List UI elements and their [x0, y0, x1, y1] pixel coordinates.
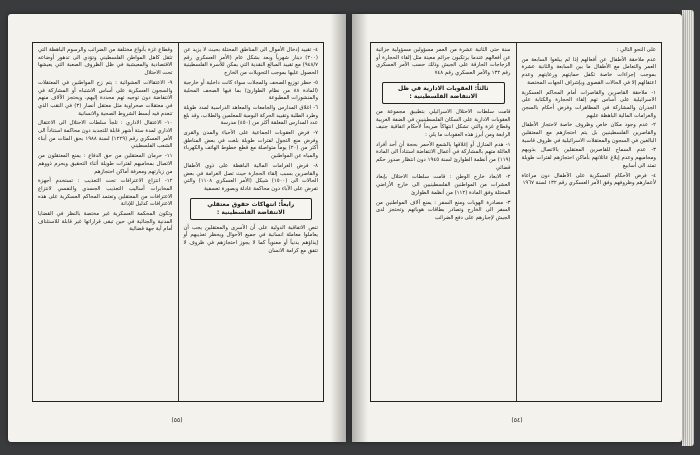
left-page-frame	[32, 42, 324, 402]
paragraph: ٣- مصادرة الهويات ومنع السفر : يمنع آلاف المواطنين من السفر الى الخارج وتصادر بطاقات هوياتهم وتحتجز لدى الجيش لإجبارهم على دفع الضرائب	[376, 199, 511, 221]
paragraph: ٣- عدم السماح للقاصرين المعتقلين بالاتصال بذويهم ومحاميهم وعدم إبلاغ عائلاتهم بأماكن احتجازهم لفترات طويلة تمتد الى أسابيع	[521, 147, 656, 169]
paragraph: سنة حتى الثانية عشرة من العمر مسؤولين مسؤولية جزائية عن أفعالهم عندما يرتكبون جرائم معينة مثل إلقاء الحجارة أو الزجاجات الحارقة على الجيش وذلك حسب الأمر العسكري رقم ١٣٢ والأمر العسكري رقم ٧٤٨	[376, 47, 511, 77]
paragraph: ٤- فرض الأحكام العسكرية على الأطفال دون مراعاة لأعمارهم وظروفهم وفق الأمر العسكري رقم ١٣٢ لسنة ١٩٦٧	[521, 172, 656, 187]
section-heading-box: رابعاً: انتهاكات حقوق معتقلي الانتفاضة الفلسطينية :	[190, 198, 313, 220]
paragraph: ١٢- انتزاع الاعترافات تحت التعذيب : تستخدم أجهزة المخابرات أساليب التعذيب الجسدي والنفسي لانتزاع الاعترافات من المعتقلين وتعتمد المحاكم العسكرية على هذه الاعترافات كدليل للإدانة	[38, 178, 173, 208]
paragraph: ٧- فرض العقوبات الجماعية على الأحياء والمدن والقرى وفرض منع التجول لفترات طويلة بلغت في بعض المناطق أكثر من (٢٠) يوماً متواصلة مع قطع خطوط الهاتف والكهرباء والمياه عن المواطنين	[183, 130, 319, 160]
page-number: (٥٥)	[171, 417, 183, 424]
paragraph: ٩- الاعتقالات العشوائية : يتم زج المواطنين في المعتقلات والسجون العسكرية على أساس الاشتباه أو المشاركة في الانتفاضة دون توجيه تهم محددة إليهم، ويحتجز الآلاف منهم في معتقلات صحراوية مثل معتقل أنصار (٣) في النقب الذي تنعدم فيه أبسط الشروط الصحية والانسانية	[38, 79, 173, 117]
left-page	[8, 14, 346, 442]
paragraph: ٨- فرض الغرامات المالية الباهظة على ذوي الأطفال والقاصرين بسبب إلقاء الحجارة حيث تصل الغرامة في بعض الحالات الى (١٥٠٠) شيكل (الأمر العسكري ١١٠٨) والتي تفرض على الآباء دون محاكمة عادلة وبصورة تعسفية	[183, 162, 318, 192]
paragraph: ٢- عدم وجود مكان خاص وظروف خاصة لاحتجاز الأطفال والقاصرين الفلسطينيين بل يتم احتجازهم مع المعتقلين البالغين في السجون والمعتقلات الاسرائيلية في ظروف قاسية	[521, 122, 656, 144]
right-page-frame	[370, 42, 662, 402]
section-heading-box: ثالثاً: العقوبات الادارية في ظل الانتفاضة الفلسطينية :	[382, 82, 505, 104]
right-page	[352, 14, 682, 442]
paragraph: تنص الاتفاقية الدولية على أن الأسرى والمعتقلين يجب أن يعاملوا معاملة انسانية في جميع الأحوال ويحظر تعذيبهم أو إيذاؤهم بدنياً أو معنوياً كما لا يجوز احتجازهم في ظروف لا تتفق مع كرامة الانسان	[183, 224, 318, 254]
paragraph: ١١- حرمان المعتقلين من حق الدفاع : يمنع المعتقلون من الاتصال بمحاميهم لفترات طويلة أثناء التحقيق ويحرم ذووهم من زيارتهم ومعرفة أماكن احتجازهم	[38, 153, 173, 175]
paragraph: ١٠- الاعتقال الاداري : تلجأ سلطات الاحتلال الى الاعتقال الاداري لمدة ستة أشهر قابلة للتجديد دون محاكمة استناداً الى الأمر العسكري رقم (١٢٢٩) لسنة ١٩٨٨ بحق المئات من أبناء الشعب الفلسطيني	[38, 120, 173, 150]
right-page-right-column	[517, 43, 662, 401]
paragraph: على النحو التالي :	[616, 47, 656, 53]
right-page-left-column	[371, 43, 517, 401]
paragraph: ١- هدم المنازل أو إغلاقها بالشمع الأحمر بحجة أن أحد أفراد العائلة متهم بالمشاركة في أعمال الانتفاضة استناداً الى المادة (١١٩) من أنظمة الطوارئ لسنة ١٩٤٥ دون انتظار صدور حكم قضائي	[376, 141, 511, 171]
paragraph: ٢- الابعاد خارج الوطن : قامت سلطات الاحتلال بإبعاد العشرات من المواطنين الفلسطينيين الى خارج الأراضي المحتلة وفق المادة (١١٢) من أنظمة الطوارئ	[376, 174, 511, 196]
paragraph: وتكون المحكمة العسكرية غير مختصة بالنظر في القضايا المدنية والجنائية في حين تبقى قراراتها غير قابلة للاستئناف أمام أية جهة قضائية	[38, 211, 173, 233]
left-page-right-column	[179, 43, 324, 401]
paragraph: عدم ملاحقة الأطفال عن أفعالهم إذا لم يبلغوا السابعة من العمر والتعامل مع الأطفال ما بين السابعة والثانية عشرة بموجب إجراءات خاصة تكفل حمايتهم ورعايتهم وعدم اعتقالهم إلا في الحالات القصوى وبإشراف الجهات المختصة	[521, 56, 656, 86]
paragraph: ١- ملاحقة القاصرين والقاصرات أمام المحاكم العسكرية الاسرائيلية على أساس تهم إلقاء الحجارة والكتابة على الجدران والمشاركة في المظاهرات وفرض أحكام بالسجن والغرامات المالية الباهظة عليهم	[521, 89, 656, 119]
paragraph: وقطاع غزة بأنواع مختلفة من الضرائب والرسوم الباهظة التي تثقل كاهل المواطن الفلسطيني وتؤدي الى تدهور أوضاعه الاقتصادية والمعيشية في ظل الظروف الصعبة التي يعيشها تحت الاحتلال	[38, 47, 173, 77]
book-page-edges	[682, 10, 694, 446]
paragraph: ٥- حظر توزيع الصحف والمجلات سواء كانت داخلية أو خارجية (المادة ٨٨ من نظام الطوارئ) بما فيها الصحف المحلية والمنشورات المطبوعة	[183, 79, 318, 102]
paragraph: ٤- تقييد إدخال الأموال الى المناطق المحتلة بحيث لا يزيد عن (٢٠٠) دينار شهرياً وبعد بشكل عام (الأمر العسكري رقم ٩٤٨/٧) مع تقييد المبالغ النقدية التي يمكن للأسرة الفلسطينية الحصول عليها بموجب التحويلات من الخارج	[183, 47, 318, 77]
left-page-left-column	[33, 43, 179, 401]
paragraph: ٦- اغلاق المدارس والجامعات والمعاهد الدراسية لمدد طويلة وطرد الطلبة وتقييد الحركة اليومية للمعلمين والطلاب، وقد بلغ عدد المدارس المغلقة أكثر من (٤٥٠) مدرسة	[183, 104, 318, 127]
paragraph: قامت سلطات الاحتلال الاسرائيلي بتطبيق مجموعة من العقوبات الادارية على السكان الفلسطينيين في الضفة الغربية وقطاع غزة والتي تشكل انتهاكاً صريحاً لأحكام اتفاقية جنيف الرابعة ومن أبرز هذه العقوبات ما يلي :	[376, 108, 511, 138]
page-number: (٥٤)	[511, 417, 523, 424]
